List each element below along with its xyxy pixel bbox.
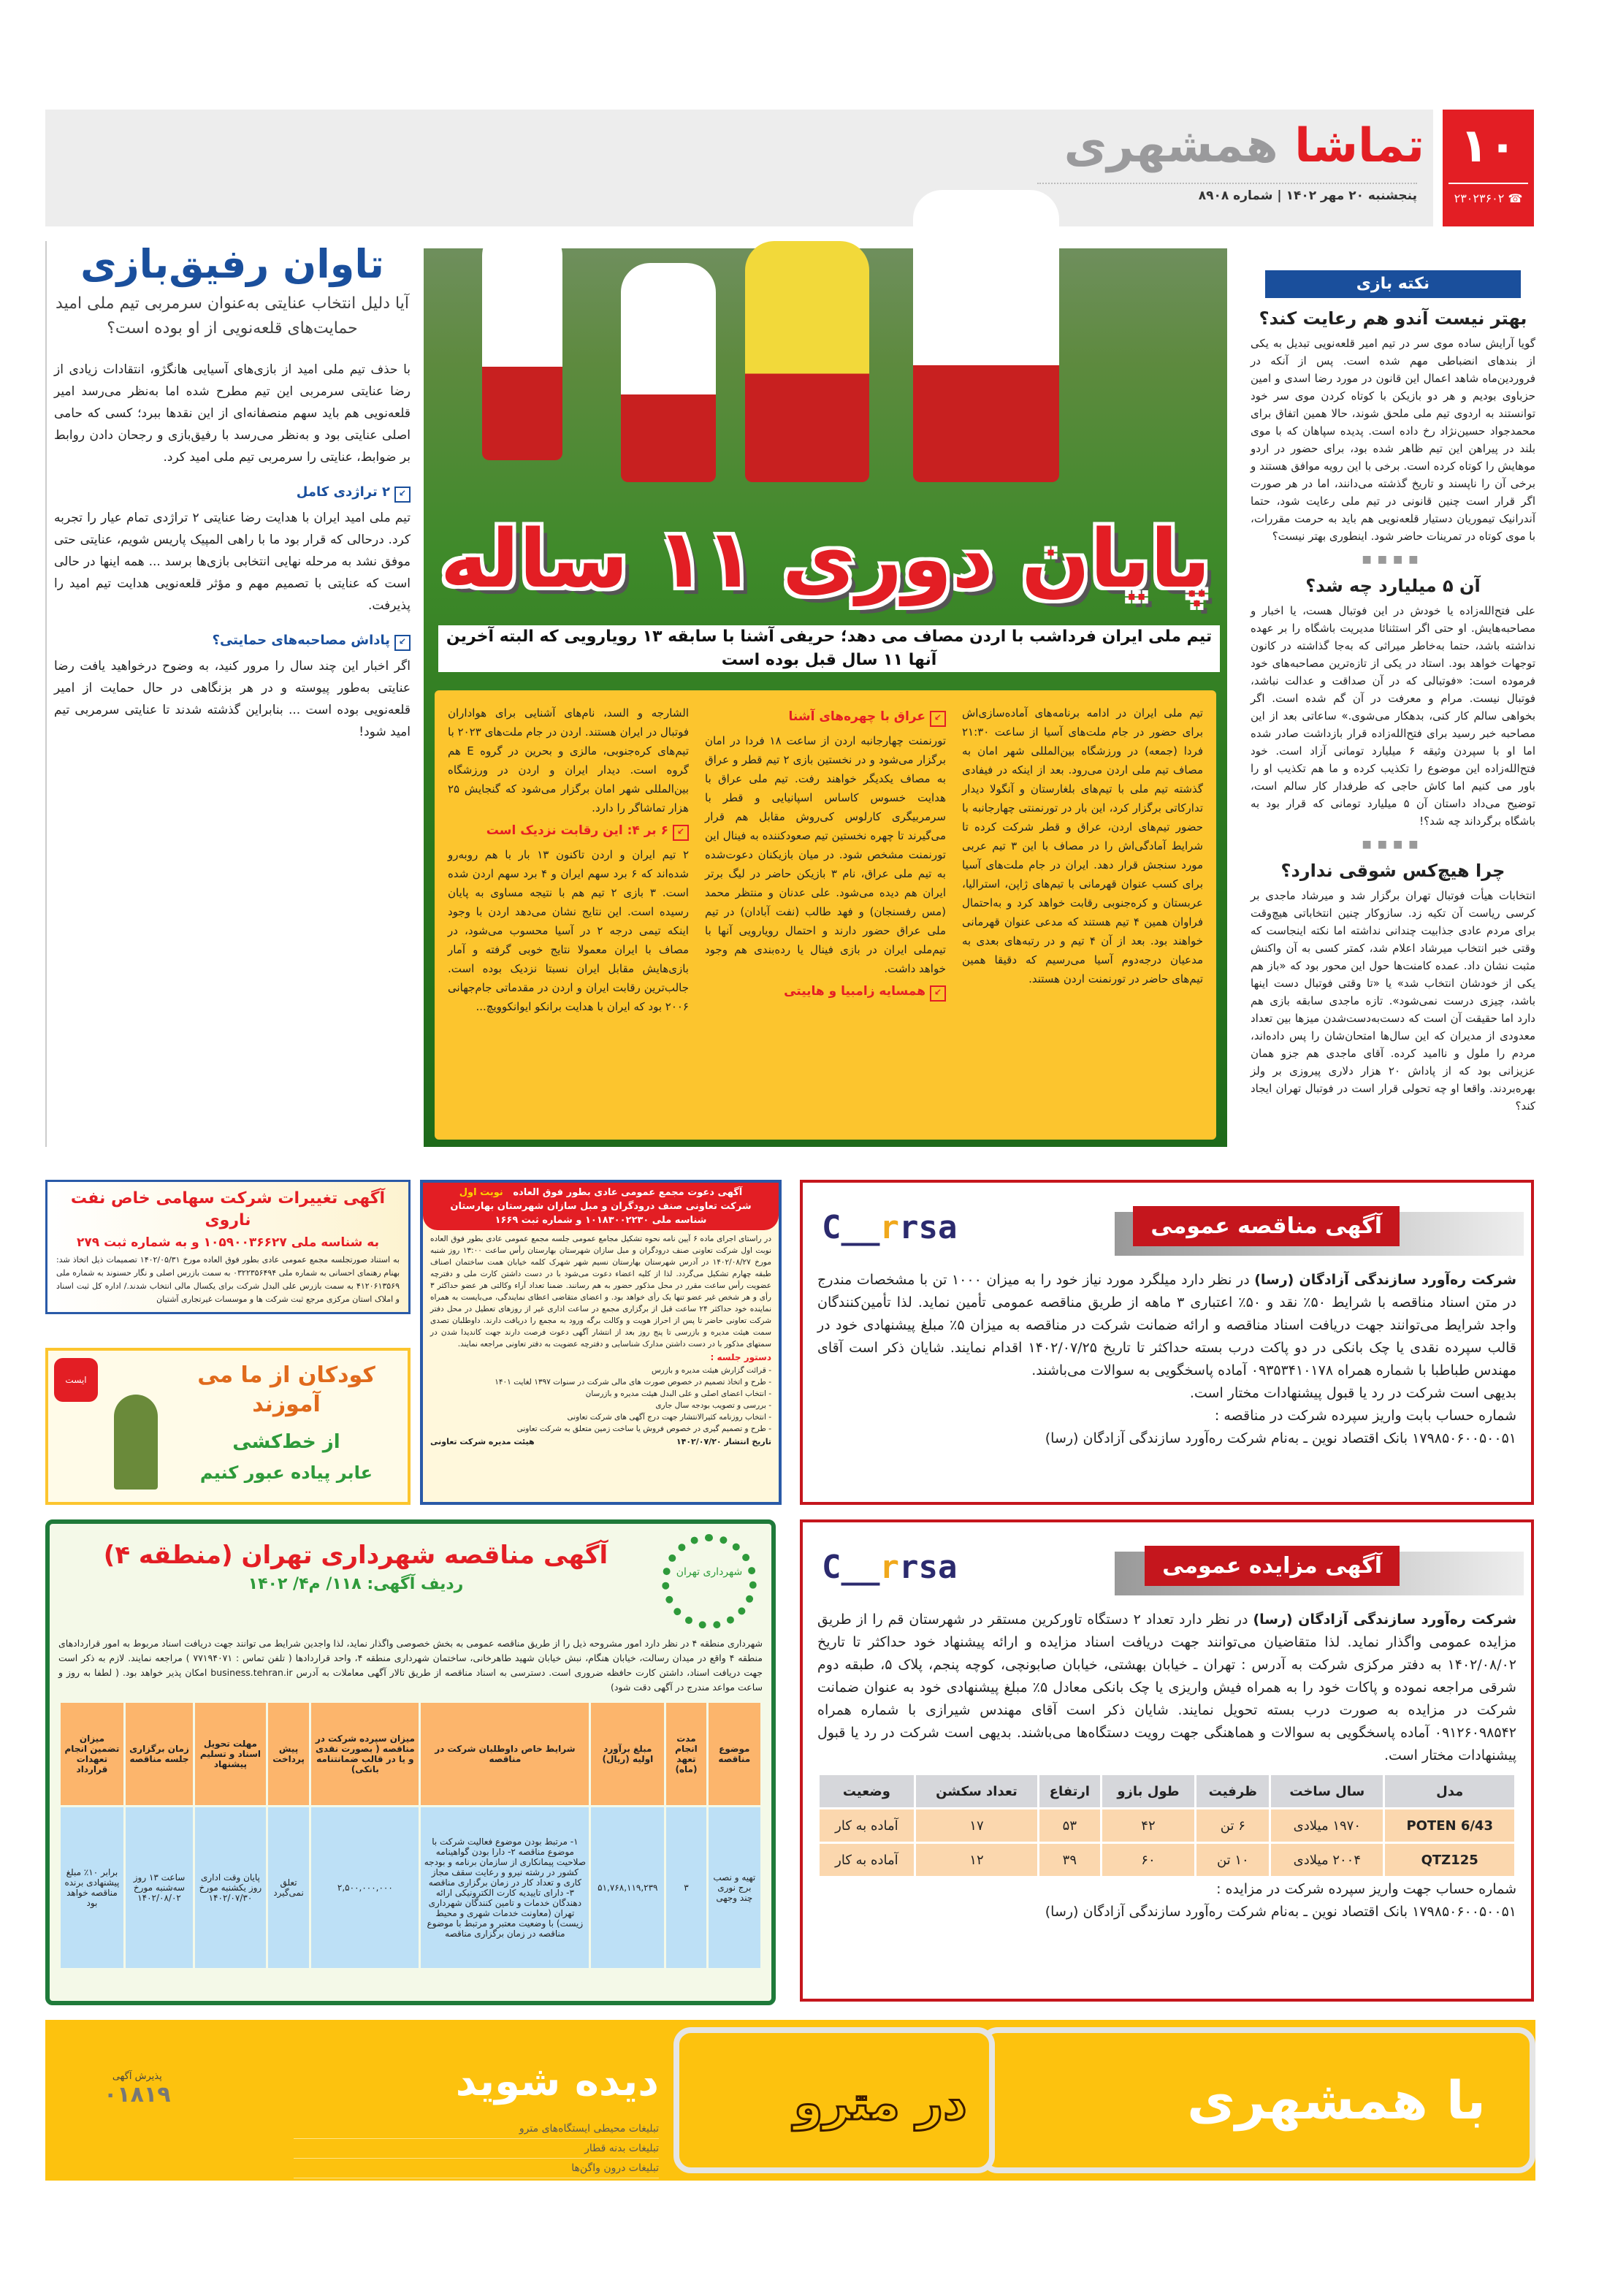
article-title: تاوان رفیق‌بازی — [80, 241, 384, 287]
article-column — [448, 703, 689, 1126]
agenda-label: دستور جلسه : — [710, 1352, 771, 1362]
article-column — [705, 703, 946, 1126]
subheading: ↙ عراق با چهره‌های آشنا — [705, 709, 946, 727]
ad-rsa-auction — [800, 1519, 1534, 2002]
ad-title: آگهی دعوت مجمع عمومی عادی بطور فوق العاده — [513, 1187, 743, 1198]
table-cell: ۶۰ — [1102, 1844, 1195, 1876]
rsa-logo: C__rrsa — [822, 1549, 958, 1586]
article-text: تیم ملی ایران در ادامه برنامه‌های آماده‌سازی‌اش برای حضور در جام ملت‌های آسیا از ساعت ۲۱:۳۰ فردا (جمعه) در ورزشگاه بین‌المللی شهر امان به مصاف تیم ملی اردن می‌رود. بعد از اینکه در فیفادی گذشته تیم ملی با تیم‌های بلغارستان و آنگولا دیدار تدارکاتی برگزار کرد، این بار در تورنمنتی چهارجانبه با حضور تیم‌های اردن، عراق و قطر شرکت کرده تا شرایط آمادگی‌اش را در مصاف با این ۳ تیم عربی مورد سنجش قرار دهد. ایران در جام ملت‌های آسیا برای کسب عنوان قهرمانی با تیم‌های ژاپن، استرالیا، عربستان و کره‌جنوبی رقابت خواهد کرد و به‌احتمال فراوان همین ۴ تیم هستند که مدعی عنوان قهرمانی خواهند بود. بعد از آن ۴ تیم و در رتبه‌های بعدی به مدعیان درجه‌دوم آسیا می‌رسیم که دقیقا همین تیم‌های حاضر در تورنمنت اردن هستند. — [962, 706, 1204, 985]
newspaper-logo — [1015, 117, 1424, 175]
agenda-list — [423, 1365, 779, 1435]
ad-title: آگهی تغییرات شرکت سهامی خاص نفت ناروی — [70, 1189, 386, 1229]
col-header: تعداد سکشن — [916, 1775, 1037, 1807]
service-item: تبلیغات محیطی ایستگاه‌های مترو — [294, 2119, 659, 2139]
account-number: ۱۷۹۸۵۰۶۰۰۵۰۰۵۱ بانک اقتصاد نوین ـ به‌نام شرکت ره‌آورد سازندگی آزادگان (رسا) — [1045, 1430, 1516, 1446]
logo-text: rsa — [898, 1549, 958, 1586]
col-header: سال ساخت — [1271, 1775, 1383, 1807]
table-cell: ۵۱,۷۶۸,۱۱۹,۲۳۹ — [591, 1807, 664, 1968]
agenda-item: - طرح و تصمیم گیری در خصوص فروش یا ساخت زمین متعلق به شرکت تعاونی — [516, 1424, 771, 1433]
crane-table — [817, 1773, 1516, 1878]
company-name: شرکت ره‌آورد سازندگی آزادگان (رسا) — [1254, 1272, 1517, 1288]
article-column — [962, 703, 1203, 1126]
article-text: تورنمنت چهارجانبه اردن از ساعت ۱۸ فردا در امان برگزار می‌شود و در نخستین بازی ۲ تیم قطر و عراق به مصاف یکدیگر خواهند رفت. تیم ملی عراق با هدایت خسوس کاساس اسپانیایی و قطر با سرمربیگری کارلوس کی‌روش مقابل هم قرار می‌گیرند تا چهره نخستین تیم صعودکننده به فینال این تورنمنت مشخص شود. در میان بازیکنان دعوت‌شده به تیم ملی عراق، نام ۳ بازیکن حاضر در لیگ برتر ایران هم دیده می‌شود. علی عدنان و منتظر محمد (مس رفسنجان) و فهد طالب (نفت آبادان) در تیم ملی عراق حضور دارند و احتمال رویارویی آنها با تیم‌ملی ایران در بازی فینال یا رده‌بندی هم وجود خواهد داشت. — [705, 734, 946, 975]
col-header: میزان سپرده شرکت در مناقصه ( بصورت نقدی و یا در قالب ضمانتنامه بانکی) — [311, 1703, 419, 1805]
agenda-item: - بررسی و تصویب بودجه سال جاری — [655, 1401, 771, 1410]
article-text: اگر اخبار این چند سال را مرور کنید، به وضوح درخواهید یافت رضا عنایتی به‌طور پیوسته و در هر بزنگاهی در حال حمایت از امیر قلعه‌نویی بوده است ... بنابراین گذشته شدند تا عنایتی سرمربی تیم امید شود! — [54, 659, 411, 739]
table-cell: ۲,۵۰۰,۰۰۰,۰۰۰ — [311, 1807, 419, 1968]
col-header: وضعیت — [820, 1775, 914, 1807]
table-cell: POTEN 6/43 — [1385, 1809, 1514, 1842]
banner-services — [294, 2119, 659, 2178]
table-cell: برابر ۱۰٪ مبلغ پیشنهادی برنده مناقصه خواهد بود — [61, 1807, 123, 1968]
emblem-text: شهرداری تهران — [676, 1566, 743, 1578]
table-cell: ۱۰ تن — [1196, 1844, 1269, 1876]
banner-card — [980, 2027, 1535, 2173]
parent-child-illustration — [114, 1395, 158, 1490]
col-header: طول بازو — [1102, 1775, 1195, 1807]
main-subtitle: تیم ملی ایران فرداشب با اردن مصاف می دهد؛ حریفی آشنا با سابقه ۱۳ رویارویی که البته آخرین آنها ۱۱ سال قبل بوده است — [438, 625, 1220, 672]
ad-phone-label: پذیرش آگهی — [112, 2071, 162, 2082]
article-lead: آیا دلیل انتخاب عنایتی به‌عنوان سرمربی تیم ملی امید حمایت‌های قلعه‌نویی از او بوده است؟ — [56, 294, 409, 337]
col-header: میزان تضمین انجام تعهدات قرارداد — [61, 1703, 123, 1805]
table-cell: آماده به کار — [820, 1844, 914, 1876]
table-row — [61, 1807, 760, 1968]
account-label: شماره حساب بابت واریز سپرده شرکت در مناقصه : — [1214, 1408, 1516, 1424]
ad-text: به استناد صورتجلسه مجمع عمومی عادی بطور فوق العاده مورخ ۱۴۰۲/۰۵/۳۱ تصمیمات ذیل اتخاذ شد: بهنام رهنمای احسانی به شماره ملی ۰۳۲۲۳۵۶۴۹۴ به سمت بازرس اصلی و نگار حسنوند به شماره ملی ۴۱۲۰۶۱۳۵۶۹ به سمت بازرس علی البدل شرکت برای یکسال مالی انتخاب شدند./ اداره کل ثبت اسناد و املاک استان مرکزی مرجع ثبت شرکت ها و موسسات غیرتجاری آشتیان — [56, 1255, 400, 1304]
col-header: مهلت تحویل اسناد و تسلیم پیشنهاد — [195, 1703, 266, 1805]
ad-phone-block — [104, 2071, 171, 2108]
ad-header — [423, 1183, 779, 1230]
table-cell: ۵۳ — [1039, 1809, 1099, 1842]
logo-text: همشهری — [1064, 119, 1278, 173]
signer: هیئت مدیره شرکت تعاونی — [430, 1437, 535, 1446]
player-figure — [482, 226, 562, 460]
round-label: نوبت اول — [459, 1187, 503, 1198]
table-row — [820, 1809, 1514, 1842]
ad-title: آگهی مناقصه عمومی — [1133, 1206, 1400, 1246]
logo-mark: C — [822, 1209, 841, 1246]
player-figure — [913, 190, 1059, 482]
table-cell: تهیه و نصب برج نوری چند وجهی — [709, 1807, 760, 1968]
tender-table — [58, 1701, 763, 1970]
subheading: ↙ ۲ تراژدی کامل — [54, 484, 411, 503]
ad-tehran-municipality-tender — [45, 1519, 776, 2005]
service-item: تبلیغات بدنه قطار — [294, 2139, 659, 2159]
item-title: آن ۵ میلیارد چه شد؟ — [1305, 576, 1481, 596]
col-header: زمان برگزاری جلسه مناقصه — [126, 1703, 193, 1805]
item-title: چرا هیچ‌کس شوقی ندارد؟ — [1280, 861, 1505, 881]
ad-text: در نظر دارد میلگرد مورد نیاز خود را به میزان ۱۰۰۰ تن با مشخصات مندرج در متن اسناد مناقصه با شرایط ۵۰٪ نقد و ۵۰٪ اعتباری ۳ ماهه از طریق مناقصه عمومی تأمین نماید. لذا تأمین‌کنندگان واجد شرایط می‌توانند جهت دریافت اسناد مناقصه و ارائه ضمانت شرکت در مناقصه به میزان ۵٪ مبلغ پیشنهادی خود در قالب سپرده نقدی یا چک بانکی در دو پاکت درب بسته حداکثر تا تاریخ ۱۴۰۲/۰۷/۲۵ اقدام نمایند. شایان ذکر است آقای مهندس طباطبا با شماره همراه ۰۹۳۵۳۴۱۰۱۷۸ آماده پاسخگویی به سوالات می‌باشند. — [817, 1272, 1517, 1378]
ad-text: در راستای اجرای ماده ۶ آیین نامه نحوه تشکیل مجامع عمومی جلسه مجمع عمومی عادی بطور فوق العاده نوبت اول شرکت تعاونی صنف درودگران و مبل سازان شهرستان بهارستان رأس ساعت ۱۳:۰۰ روز شنبه مورخ ۱۴۰۲/۰۸/۲۷ در آدرس شهرستان بهارستان نسیم شهر شهرک کلمه خیابان همت ساختمان اصناف طبقه چهارم تشکیل می‌گردد. لذا از کلیه اعضاء دعوت می‌شود با در دست داشتن کارت ملی و دفترچه عضویت رأس ساعت مقرر در محل مذکور حضور به هم رسانند. ضمنا تعداد آراء وکالتی هر عضو حداکثر ۳ رأی و هر شخص غیر عضو تنها یک رأی خواهد بود. و اعضای متقاضی اعطای نمایندگی، می‌بایست به همراه نماینده خود حداکثر ۲۴ ساعت قبل از برگزاری مجمع در ساعت اداری غیر از روزهای تعطیل در محل دفتر شرکت تعاونی حاضر تا پس از احراز هویت و وکالت برگه ورود به مجمع را دریافت دارند. داوطلبان تصدی سمت هیئت مدیره و بازرسی تا پنج روز بعد از انتشار آگهی دعوت فرصت دارند جهت کاندیدا شدن در سمتهای مذکور با در دست داشتن مدارک شناسایی و دفترچه عضویت به دفتر تعاونی مراجعه نمایند. — [430, 1235, 771, 1349]
article-text: الشارجه و السد، نام‌های آشنایی برای هواداران فوتبال در ایران هستند. اردن در جام ملت‌های ۲۰۲۳ با تیم‌های کره‌جنوبی، مالزی و بحرین در گروه E هم گروه است. دیدار ایران و اردن در ورزشگاه بین‌المللی شهر امان برگزار می‌شود که گنجایش ۲۵ هزار تماشاگر را دارد. — [448, 706, 690, 815]
ad-naroei-changes — [45, 1180, 411, 1314]
table-cell: آماده به کار — [820, 1809, 914, 1842]
table-row — [820, 1844, 1514, 1876]
table-cell: ۱۹۷۰ میلادی — [1271, 1809, 1383, 1842]
page-number: ۱۰ — [1459, 119, 1517, 173]
col-header: ارتفاع — [1039, 1775, 1099, 1807]
ad-phone-number: ۰۱۸۱۹ — [104, 2082, 171, 2108]
divider: ■■■■ — [1362, 839, 1424, 850]
tehran-municipality-emblem — [662, 1534, 757, 1629]
item-text: انتخابات هیأت فوتبال تهران برگزار شد و میرشاد ماجدی بر کرسی ریاست آن تکیه زد. سازوکار چنین انتخاباتی هیچ‌وقت برای مردم عادی جذابیت چندانی نداشته اما نکته اینجاست که وقتی خبر انتخاب میرشاد اعلام شد، کمتر کسی به آن واکنش مثبت نشان داد. عمده کامنت‌ها حول این محور بود که «باز هم یکی از خودشان انتخاب شد» یا «تا وقتی فوتبال دست اینها باشد، چیزی درست نمی‌شود». تازه ماجدی سابقه بازی هم دارد اما حقیقت آن است که دست‌به‌دست‌شدن میزها بین تعداد معدودی از مدیران که این سال‌ها امتحان‌شان را پس داده‌اند، مردم را ملول و ناامید کرده. آقای ماجدی هم جزو همان عزیزانی بود که از پاداش ۲۰ هزار دلاری پیروزی بر ولز بهره‌بردند. واقعا او چه تحولی قرار است در فوتبال تهران ایجاد کند؟ — [1251, 889, 1535, 1113]
banner-word — [1187, 2070, 1486, 2131]
ad-subtitle: به شناسه ملی ۱۰۵۹۰۰۳۶۶۲۷ و به شماره ثبت ۲۷۹ — [77, 1235, 379, 1250]
banner-card — [673, 2027, 995, 2173]
divider: ■■■■ — [1362, 554, 1424, 565]
account-label: شماره حساب جهت واریز سپرده شرکت در مزایده : — [1216, 1881, 1516, 1897]
date-line: پنجشنبه ۲۰ مهر ۱۴۰۲ | شماره ۸۹۰۸ — [1037, 183, 1417, 203]
table-cell: پایان وقت اداری روز یکشنبه مورخ ۱۴۰۲/۰۷/۳۰ — [195, 1807, 266, 1968]
col-header: مبلغ برآورد اولیه (ریال) — [591, 1703, 664, 1805]
ad-title: آگهی مناقصه شهرداری تهران (منطقه ۴) — [103, 1541, 608, 1570]
article-text: ۲ تیم ایران و اردن تاکنون ۱۳ بار با هم روبه‌رو شده‌اند که ۶ برد سهم ایران و ۴ برد سهم اردن شده است. ۳ بازی ۲ تیم هم با نتیجه مساوی به پایان رسیده است. این نتایج نشان می‌دهد اردن با وجود اینکه تیمی درجه ۲ در آسیا محسوب می‌شود، در مصاف با ایران معمولا نتایج خوبی گرفته و آمار بازی‌هایش مقابل ایران نسبتا نزدیک بوده است. جالب‌ترین رقابت ایران و اردن در مقدماتی جام‌جهانی ۲۰۰۶ بود که ایران با هدایت برانکو ایوانکوویچ... — [448, 848, 690, 1013]
logo-suffix: تماشا — [1294, 119, 1424, 173]
page-number-box — [1443, 110, 1534, 226]
phone-text: ۲۳۰۲۳۶۰۲ — [1454, 191, 1505, 205]
player-figure — [621, 263, 716, 482]
banner-word-seen: دیده شوید — [455, 2058, 659, 2105]
ad-row-number: ردیف آگهی: ۱۱۸/ م۴/ ۱۴۰۲ — [248, 1575, 464, 1593]
section-tag: نکته بازی — [1265, 270, 1521, 298]
col-header: مدت انجام تعهد (ماه) — [666, 1703, 706, 1805]
stop-sign-icon: ایست — [54, 1358, 98, 1402]
table-cell: ساعت ۱۳ روز سه‌شنبه مورخ ۱۴۰۲/۰۸/۰۲ — [126, 1807, 193, 1968]
logo-mark: C — [822, 1549, 841, 1586]
ad-header — [58, 1531, 763, 1633]
hamshahri-logo: همشهری — [1187, 2070, 1428, 2131]
col-header: مدل — [1385, 1775, 1514, 1807]
col-header: شرایط خاص داوطلبان شرکت در مناقصه — [421, 1703, 589, 1805]
publish-date: تاریخ انتشار ۱۴۰۲/۰۷/۲۰ — [676, 1437, 771, 1446]
item-text: گویا آرایش ساده موی سر در تیم امیر قلعه‌نویی تبدیل به یکی از بندهای انضباطی مهم شده است. پس از آنکه در فروردین‌ماه شاهد اعمال این قانون در مورد رضا اسدی و امین حزباوی بودیم و هر دو بازیکن با کوتاه کردن موی سر خود توانستند به اردوی تیم ملی ملحق شوند، حالا همین اتفاق برای محمدجواد حسین‌نژاد رخ داده است. پدیده سپاهان که با موی بلند در پیراهن این تیم ظاهر شده بود، برای حضور در اردو موهایش را کوتاه کرده است. برخی با این رویه موافق هستند و برخی آن را ناپسند و تاریخ گذشته می‌دانند، اما در هر صورت اگر قرار است چنین قانونی در تیم ملی رعایت شود، حتما آندرانیک تیموریان دستیار قلعه‌نویی هم باید به حرمت مقررات، با موی کوتاه در تمرینات حاضر شود. اینطوری بهتر نیست؟ — [1251, 337, 1535, 543]
ad-footer — [423, 1435, 779, 1449]
subheading: ↙ پاداش مصاحبه‌های حمایتی؟ — [54, 633, 411, 651]
subheading: ↙ همسایه زامبیا و هاییتی — [705, 984, 946, 1002]
table-cell: ۱۷ — [916, 1809, 1037, 1842]
company-name: شرکت ره‌آورد سازندگی آزادگان (رسا) — [1253, 1612, 1517, 1628]
service-item: تبلیغات درون واگن‌ها — [294, 2159, 659, 2178]
ad-text: از خط‌کشی — [232, 1431, 340, 1453]
agenda-item: - انتخاب روزنامه کثیرالانتشار جهت درج آگهی های شرکت تعاونی — [567, 1413, 771, 1422]
ad-note: بدیهی است شرکت در رد یا قبول پیشنهادات مختار است. — [1189, 1385, 1516, 1401]
table-cell: ۲۰۰۴ میلادی — [1271, 1844, 1383, 1876]
table-cell: ۳ — [666, 1807, 706, 1968]
company-name: شرکت تعاونی صنف درودگران و مبل سازان شهرستان بهارستان — [450, 1201, 752, 1212]
table-cell: ۱- مرتبط بودن موضوع فعالیت شرکت با موضوع مناقصه ۲- دارا بودن گواهینامه صلاحیت پیمانکاری از سازمان برنامه و بودجه کشور در رشته نیرو و رعایت سقف مجاز کاری و تعداد کار در زمان برگزاری مناقصه ۳- دارای تاییدیه کارت الکترونیکی ارائه دهندگان خدمات و تامین کنندگان شهرداری تهران (معاونت خدمات شهری و محیط زیست) با وضعیت معتبر و مرتبط با موضوع مناقصه در زمان برگزاری مناقصه — [421, 1807, 589, 1968]
ad-text: عابر پیاده عبور کنیم — [199, 1462, 373, 1483]
table-cell: QTZ125 — [1385, 1844, 1514, 1876]
agenda-item: - انتخاب اعضای اصلی و علی البدل هیئت مدیره و بازرسان — [585, 1389, 771, 1398]
banner-word-metro: در مترو — [793, 2077, 967, 2131]
article-text: با حذف تیم ملی امید از بازی‌های آسیایی هانگژو، انتقادات زیادی از رضا عنایتی سرمربی این تیم مطرح شده اما به‌نظر می‌رسد امیر قلعه‌نویی هم باید سهم منصفانه‌ای از این نقدها ببرد؛ کسی که حامی اصلی عنایتی بود و به‌نظر می‌رسد با رفیق‌بازی و رجحان دادن روابط بر ضوابط، عنایتی را سرمربی تیم ملی امید کرد. — [54, 362, 411, 465]
ad-rsa-tender — [800, 1180, 1534, 1505]
main-article-box — [435, 690, 1216, 1140]
ad-text: شهرداری منطقه ۴ در نظر دارد امور مشروحه ذیل را از طریق مناقصه عمومی به بخش خصوصی واگذار نماید، لذا واجدین شرایط می توانند جهت دریافت اسناد مربوط به امور قراردادهای منطقه ۴ واقع در میدان رسالت، خیابان هنگام، نبش خیابان شهید طاهرخانی، ساختمان شهرداری منطقه ۴، واحد قراردادها ( تلفن تماس : ۷۷۱۹۴۰۷۱ ) مراجعه نمایند. لازم به ذکر است جهت دریافت اسناد، داشتن کارت حافظه ضروری است. دسترسی به اسناد مناقصه از طریق تالار آگهی معاملات به آدرس business.tehran.ir امکان پذیر خواهد بود. ( لطفا به روز و ساعت مواعد مندرج در آگهی دقت شود) — [58, 1638, 763, 1693]
phone-icon: ☎ — [1508, 191, 1523, 205]
right-column — [1251, 270, 1535, 1115]
table-cell: ۱۲ — [916, 1844, 1037, 1876]
agenda-item: - طرح و اتخاذ تصمیم در خصوص صورت های مالی شرکت در سنوات ۱۳۹۷ لغایت ۱۴۰۱ — [495, 1378, 771, 1387]
company-ids: شناسه ملی ۱۰۱۸۳۰۰۲۲۳۰ و شماره ثبت ۱۶۶۹ — [495, 1215, 707, 1226]
col-header: موضوع مناقصه — [709, 1703, 760, 1805]
ad-title: کودکان از ما می آموزند — [197, 1362, 375, 1417]
col-header: ظرفیت — [1196, 1775, 1269, 1807]
subheading: ↙ ۶ بر ۴: این رقابت نزدیک است — [448, 823, 689, 841]
ad-text: در نظر دارد تعداد ۲ دستگاه تاورکرین مستقر در شهرستان قم را از طریق مزایده عمومی واگذار نماید. لذا متقاضیان می‌توانند جهت دریافت اسناد مزایده و ارائه پیشنهاد خود حداکثر تا تاریخ ۱۴۰۲/۰۸/۰۲ به دفتر مرکزی شرکت به آدرس : تهران ـ خیابان بهشتی، خیابان صابونچی، کوچه پنجم، پلاک ۵، طبقه دوم شرقی مراجعه نموده و پاکات خود را به همراه فیش واریزی یا چک بانکی معادل ۵٪ مبلغ پیشنهادی خود به عنوان ضمانت شرکت در مزایده به صورت درب بسته تحویل نمایند. شایان ذکر است آقای مهندس شیرازی با شماره همراه ۰۹۱۲۶۰۹۸۵۴۲ آماده پاسخگویی به سوالات و هماهنگی جهت رویت دستگاه‌ها می‌باشند. بدیهی است شرکت در رد یا قبول پیشنهادات مختار است. — [817, 1612, 1517, 1763]
item-text: علی فتح‌الله‌زاده یا خودش در این فوتبال هست، یا اخبار و مصاحبه‌هایش. او حتی اگر استثنائا مدیریت باشگاه را بر عهده نداشته باشد، حتما به‌خاطر میراثی که به‌جا گذاشته در کانون توجهات خواهد بود. استاد در یکی از تازه‌ترین مصاحبه‌های خود فرموده است: «فوتبالی که در آن صداقت و عدالت نباشد، فوتبال نیست. مرام و معرفت در آن گم شده است. اگر بخواهی سالم کار کنی، بدهکار می‌شوی.» ساعاتی بعد از این مصاحبه خبر رسید برای فتح‌الله‌زاده قرار بازداشت صادر شده اما او با سپردن وثیقه ۶ میلیارد تومانی آزاد است. خود فتح‌الله‌زاده این موضوع را تکذیب کرده و ما هم تکذیب او را باور می کنیم اما کاش حاجی که طرفدار کار سالم است، توضیح می‌داد داستان آن ۵ میلیارد تومانی که قرار بود به باشگاه برگرداند چه شد؟! — [1251, 604, 1535, 828]
table-cell: تعلق نمی‌گیرد — [268, 1807, 310, 1968]
ad-title: آگهی مزایده عمومی — [1145, 1546, 1400, 1586]
ad-general-assembly — [420, 1180, 782, 1505]
metro-ad-banner — [45, 2020, 1535, 2181]
rsa-logo: C__rrsa — [822, 1209, 958, 1246]
player-figure — [745, 241, 869, 482]
article-text: تیم ملی امید ایران با هدایت رضا عنایتی ۲ تراژدی تمام عیار را تجربه کرد. درحالی که قرار بود ما با راهی المپیک پاریس شویم، عنایتی حتی موفق نشد به مرحله نهایی انتخابی بازی‌ها برسد ... همه اینها در حالی است که عنایتی با تصمیم مهم و مؤثر قلعه‌نویی هدایت تیم امید را پذیرفت. — [54, 511, 411, 613]
banner-word-ba: با — [1446, 2070, 1486, 2131]
account-number: ۱۷۹۸۵۰۶۰۰۵۰۰۵۱ بانک اقتصاد نوین ـ به‌نام شرکت ره‌آورد سازندگی آزادگان (رسا) — [1045, 1904, 1516, 1920]
agenda-item: - قرائت گزارش هیئت مدیره و بازرس — [651, 1366, 771, 1375]
left-article — [45, 241, 411, 1147]
col-header: پیش پرداخت — [268, 1703, 310, 1805]
table-cell: ۴۲ — [1102, 1809, 1195, 1842]
phone-number — [1448, 183, 1528, 205]
table-cell: ۶ تن — [1196, 1809, 1269, 1842]
logo-text: rsa — [898, 1209, 958, 1246]
main-headline: پایان دوری ۱۱ ساله — [440, 512, 1211, 606]
table-cell: ۳۹ — [1039, 1844, 1099, 1876]
ad-pedestrian-safety — [45, 1348, 411, 1505]
item-title: بهتر نیست آندو هم رعایت کند؟ — [1259, 308, 1527, 329]
